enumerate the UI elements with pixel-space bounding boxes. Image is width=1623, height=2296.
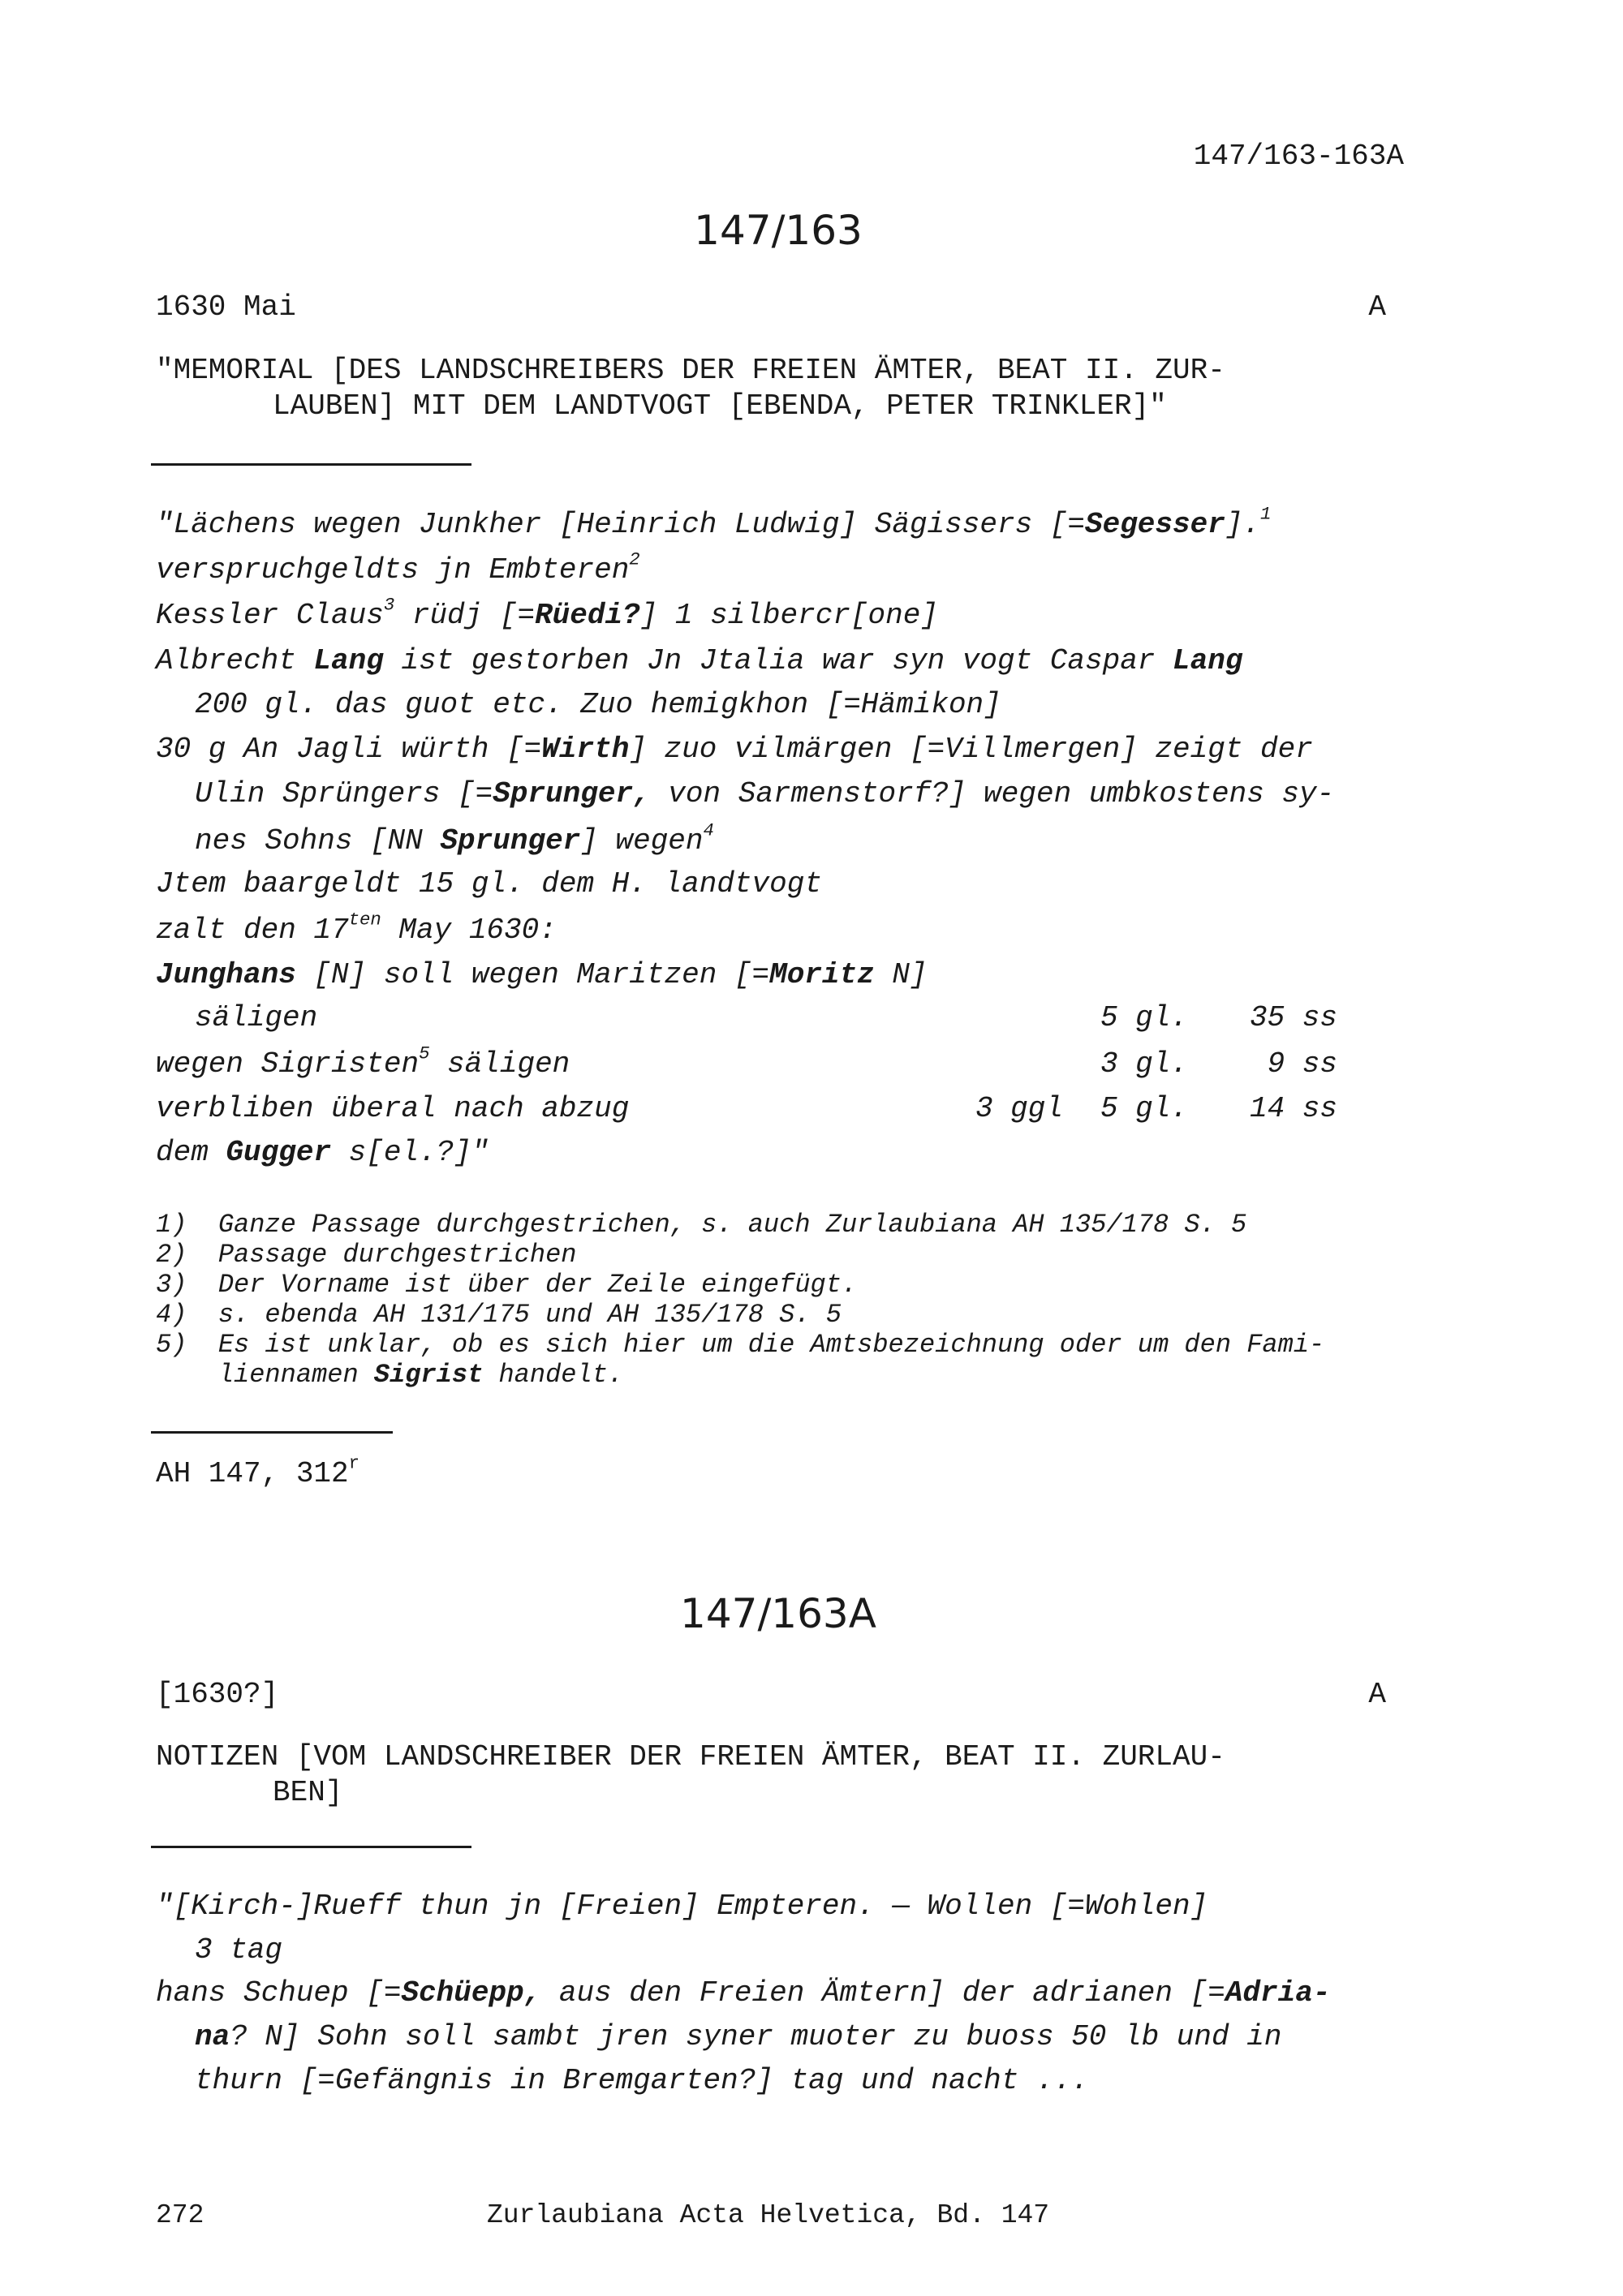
doc2-number: 147/163A: [680, 1590, 876, 1637]
footnote-ref: 5: [419, 1043, 430, 1064]
text: ].: [1225, 508, 1261, 541]
footnote-3: 3) Der Vorname ist über der Zeile eingefügt.: [156, 1270, 858, 1300]
doc1-line-1: [156, 503, 1271, 547]
text: wegen Sigristen: [156, 1047, 420, 1081]
footnote-5-cont: [156, 1360, 623, 1390]
doc2-line-5: thurn [=Gefängnis in Bremgarten?] tag und nacht ...: [195, 2064, 1089, 2097]
doc1-line-7: [195, 772, 1334, 816]
superscript: r: [348, 1452, 360, 1474]
text: zalt den 17: [156, 914, 349, 947]
text: Ulin Sprüngers [=: [195, 777, 493, 810]
doc1-line-5: 200 gl. das guot etc. Zuo hemigkhon [=Hämikon]: [195, 688, 1001, 721]
text: ] 1 silbercr[one]: [639, 599, 938, 632]
doc1-line-2: [156, 548, 640, 592]
text: N]: [874, 958, 928, 991]
doc2-title-rule: [151, 1846, 471, 1848]
text: 30 g An Jagli würth [=: [156, 733, 542, 766]
doc1-line-12: säligen: [195, 1001, 318, 1034]
doc1-date: 1630 Mai: [156, 290, 296, 324]
text: "Lächens wegen Junkher [Heinrich Ludwig] Sägissers [=: [156, 508, 1085, 541]
doc1-line-3: [156, 594, 938, 638]
doc1-line-9: Jtem baargeldt 15 gl. dem H. landtvogt: [156, 867, 822, 901]
text: ] wegen: [580, 824, 704, 858]
text: ] zuo vilmärgen [=Villmergen] zeigt der: [629, 733, 1313, 766]
doc1-number: 147/163: [694, 207, 863, 254]
footnote-1: 1) Ganze Passage durchgestrichen, s. auch Zurlaubiana AH 135/178 S. 5: [156, 1210, 1247, 1240]
doc2-title-line2: BEN]: [273, 1776, 343, 1809]
doc1-line-14-ggl: 3 ggl: [975, 1092, 1063, 1125]
name-bold: Rüedi?: [535, 599, 640, 632]
doc1-line-6: [156, 728, 1313, 772]
text: verspruchgeldts jn Embteren: [156, 553, 630, 587]
doc1-line-13-ss: 9 ss: [1267, 1047, 1337, 1081]
superscript: ten: [348, 909, 381, 931]
footnote-5: 5) Es ist unklar, ob es sich hier um die Amtsbezeichnung oder um den Fami-: [156, 1330, 1325, 1360]
doc1-line-15: [156, 1131, 489, 1175]
text: s[el.?]": [331, 1136, 489, 1169]
text: säligen: [429, 1047, 570, 1081]
footnote-ref: 1: [1260, 503, 1272, 525]
text: Albrecht: [156, 644, 314, 677]
name-bold: Gugger: [226, 1136, 332, 1169]
doc1-line-14: verbliben überal nach abzug: [156, 1092, 630, 1125]
footer-publication: Zurlaubiana Acta Helvetica, Bd. 147: [487, 2200, 1050, 2230]
doc2-title-line1: NOTIZEN [VOM LANDSCHREIBER DER FREIEN ÄMTER, BEAT II. ZURLAU-: [156, 1740, 1225, 1774]
name-bold: Sigrist: [373, 1360, 484, 1390]
name-bold: Segesser: [1085, 508, 1225, 541]
source-text: AH 147, 312: [156, 1457, 349, 1490]
doc2-grade: A: [1368, 1678, 1386, 1711]
footnote-ref: 2: [629, 548, 640, 570]
text: von Sarmenstorf?] wegen umbkostens sy-: [650, 777, 1335, 810]
name-bold: na: [195, 2020, 230, 2053]
name-bold: Sprunger: [440, 824, 581, 858]
doc1-grade: A: [1368, 290, 1386, 324]
footer-page-number: 272: [156, 2200, 204, 2230]
text: dem: [156, 1136, 226, 1169]
text: handelt.: [483, 1360, 624, 1390]
doc2-line-3: [156, 1971, 1330, 2015]
name-bold: Moritz: [769, 958, 875, 991]
text: liennamen: [156, 1360, 374, 1390]
text: ist gestorben Jn Jtalia war syn vogt Caspar: [383, 644, 1173, 677]
doc1-line-13: [156, 1043, 570, 1086]
doc2-line-4: [195, 2015, 1281, 2059]
text: nes Sohns [NN: [195, 824, 441, 858]
text: Kessler Claus: [156, 599, 384, 632]
doc1-source: [156, 1452, 359, 1496]
doc1-line-4: [156, 639, 1242, 683]
doc1-line-12-gl: 5 gl.: [1100, 1001, 1188, 1034]
doc1-title-line1: "MEMORIAL [DES LANDSCHREIBERS DER FREIEN ÄMTER, BEAT II. ZUR-: [156, 354, 1225, 387]
page-header-range: 147/163-163A: [1193, 140, 1404, 173]
name-bold: Lang: [313, 644, 384, 677]
doc1-line-14-ss: 14 ss: [1249, 1092, 1337, 1125]
name-bold: Lang: [1173, 644, 1243, 677]
doc1-title-rule: [151, 463, 471, 466]
text: ? N] Sohn soll sambt jren syner muoter zu buoss 50 lb und in: [230, 2020, 1282, 2053]
text: rüdj [=: [394, 599, 536, 632]
footnote-2: 2) Passage durchgestrichen: [156, 1240, 577, 1270]
name-bold: Sprunger,: [493, 777, 651, 810]
doc2-date: [1630?]: [156, 1678, 279, 1711]
doc1-line-10: [156, 909, 557, 952]
name-bold: Adria-: [1225, 1976, 1331, 2010]
doc1-line-11: [156, 953, 928, 997]
name-bold: Junghans: [156, 958, 296, 991]
doc2-line-2: 3 tag: [195, 1933, 283, 1967]
doc1-footnote-rule: [151, 1431, 393, 1434]
doc2-line-1: "[Kirch-]Rueff thun jn [Freien] Empteren. — Wollen [=Wohlen]: [156, 1890, 1208, 1923]
footnote-4: 4) s. ebenda AH 131/175 und AH 135/178 S. 5: [156, 1300, 842, 1330]
name-bold: Schüepp,: [401, 1976, 542, 2010]
text: [N] soll wegen Maritzen [=: [295, 958, 770, 991]
text: May 1630:: [381, 914, 557, 947]
text: aus den Freien Ämtern] der adrianen [=: [541, 1976, 1225, 2010]
footnote-ref: 4: [703, 819, 714, 841]
doc1-line-14-gl: 5 gl.: [1100, 1092, 1188, 1125]
doc1-line-12-ss: 35 ss: [1249, 1001, 1337, 1034]
footnote-ref: 3: [383, 594, 395, 616]
name-bold: Wirth: [541, 733, 630, 766]
doc1-line-13-gl: 3 gl.: [1100, 1047, 1188, 1081]
doc1-line-8: [195, 819, 714, 863]
doc1-title-line2: LAUBEN] MIT DEM LANDTVOGT [EBENDA, PETER TRINKLER]": [273, 389, 1167, 423]
text: hans Schuep [=: [156, 1976, 402, 2010]
